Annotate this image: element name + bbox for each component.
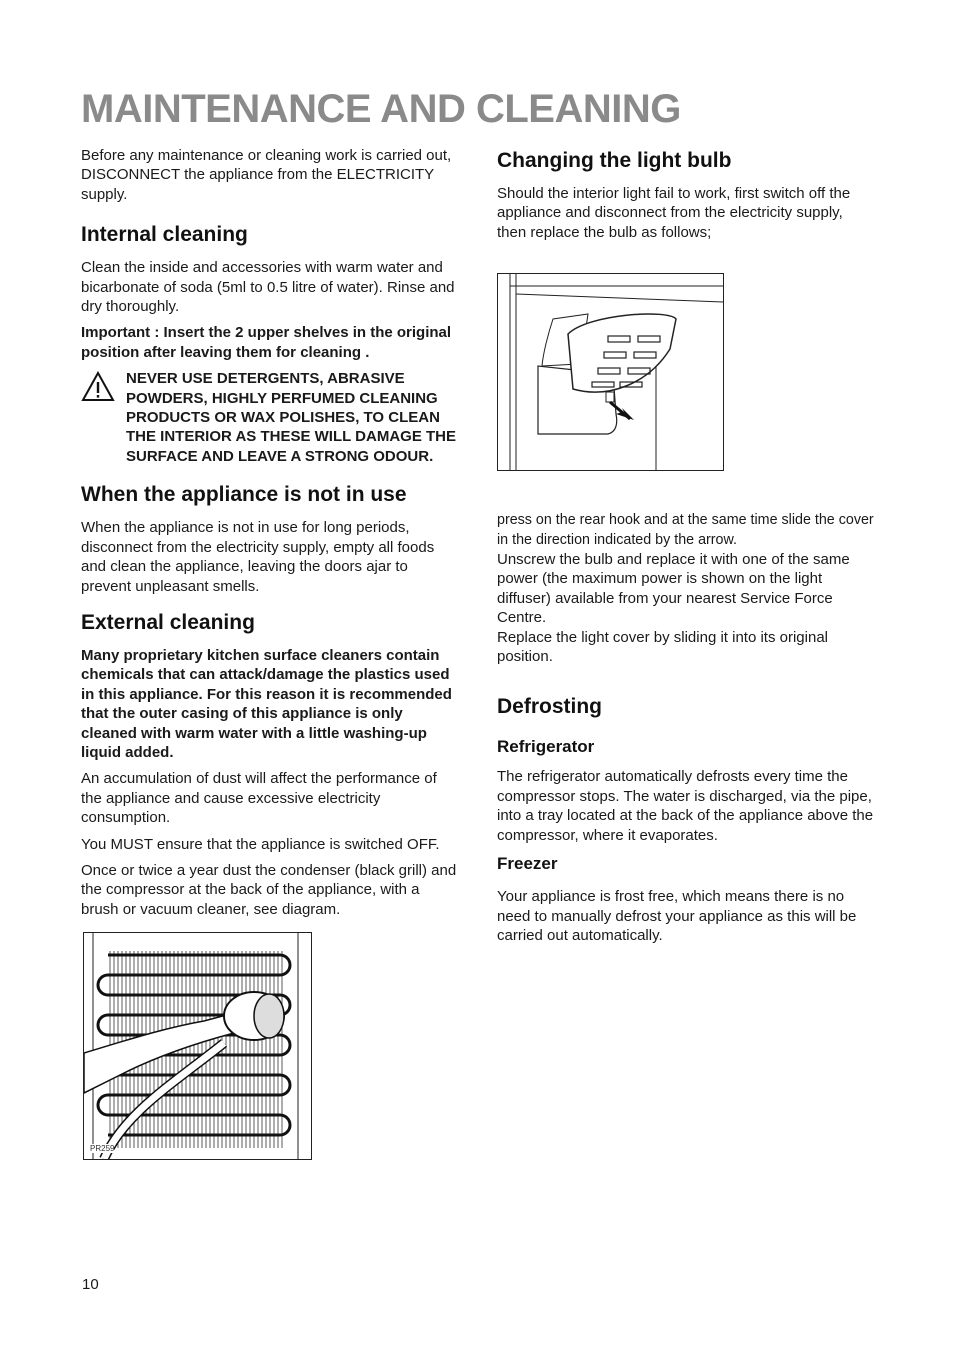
internal-cleaning-text: Clean the inside and accessories with warm water and bicarbonate of soda (5ml to 0.5 litre of water). Rinse and dry thoroughly. xyxy=(81,259,455,316)
external-warning-text: Many proprietary kitchen surface cleaners contain chemicals that can attack/damage the plastics used in this appliance. For this reason it is recommended that the outer casing of this appliance is only cleaned with warm water with a little washing-up liquid added. xyxy=(81,646,452,761)
external-cleaning-heading: External cleaning xyxy=(81,610,255,634)
freezer-heading: Freezer xyxy=(497,854,558,874)
internal-cleaning-heading: Internal cleaning xyxy=(81,223,248,247)
not-in-use-heading: When the appliance is not in use xyxy=(81,483,407,507)
intro-text: Before any maintenance or cleaning work is carried out, DISCONNECT the appliance from the ELECTRICITY supply. xyxy=(81,147,452,203)
warning-block xyxy=(81,369,459,466)
light-cover-diagram xyxy=(497,273,724,471)
light-cover-illustration xyxy=(498,274,723,470)
warning-text: NEVER USE DETERGENTS, ABRASIVE POWDERS, HIGHLY PERFUMED CLEANING PRODUCTS OR WAX POLISHES, TO CLEAN THE INTERIOR AS THESE WILL DAMAGE THE SURFACE AND LEAVE A STRONG ODOUR. xyxy=(126,370,457,465)
figure-code-label: PR259 xyxy=(90,1144,115,1154)
important-note: Important : Insert the 2 upper shelves in the original position after leaving them for cleaning . xyxy=(81,324,452,361)
refrigerator-heading: Refrigerator xyxy=(497,737,595,757)
freezer-text: Your appliance is frost free, which means there is no need to manually defrost your appliance as this will be carried out automatically. xyxy=(497,888,857,944)
dust-text: An accumulation of dust will affect the performance of the appliance and cause excessive electricity consumption. xyxy=(81,770,437,827)
light-bulb-heading: Changing the light bulb xyxy=(497,149,732,172)
warning-triangle-icon xyxy=(81,371,115,402)
light-bulb-intro: Should the interior light fail to work, first switch off the appliance and disconnect from the electricity supply, then replace the bulb as follows; xyxy=(497,185,851,241)
right-column xyxy=(497,146,875,945)
page-number: 10 xyxy=(82,1276,99,1293)
light-bulb-step-1: press on the rear hook and at the same time slide the cover in the direction indicated by the arrow. xyxy=(497,512,874,548)
light-bulb-step-3: Replace the light cover by sliding it into its original position. xyxy=(497,628,829,666)
refrigerator-text: The refrigerator automatically defrosts every time the compressor stops. The water is discharged, via the pipe, into a tray located at the back of the appliance above the compressor, where it evaporates. xyxy=(497,768,874,844)
not-in-use-text: When the appliance is not in use for long periods, disconnect from the electricity supply, empty all foods and clean the appliance, leaving the doors ajar to prevent unpleasant smells. xyxy=(81,519,435,595)
switch-off-text: You MUST ensure that the appliance is switched OFF. xyxy=(81,835,440,853)
page-title: MAINTENANCE AND CLEANING xyxy=(81,87,681,131)
light-bulb-step-2: Unscrew the bulb and replace it with one of the same power (the maximum power is shown on the light diffuser) available from your nearest Service Force Centre. xyxy=(497,551,850,627)
condenser-text: Once or twice a year dust the condenser (black grill) and the compressor at the back of the appliance, with a brush or vacuum cleaner, see diagram. xyxy=(81,861,457,918)
defrosting-heading: Defrosting xyxy=(497,695,602,719)
left-column xyxy=(81,146,459,1160)
condenser-illustration xyxy=(84,933,311,1159)
condenser-diagram xyxy=(83,932,312,1160)
